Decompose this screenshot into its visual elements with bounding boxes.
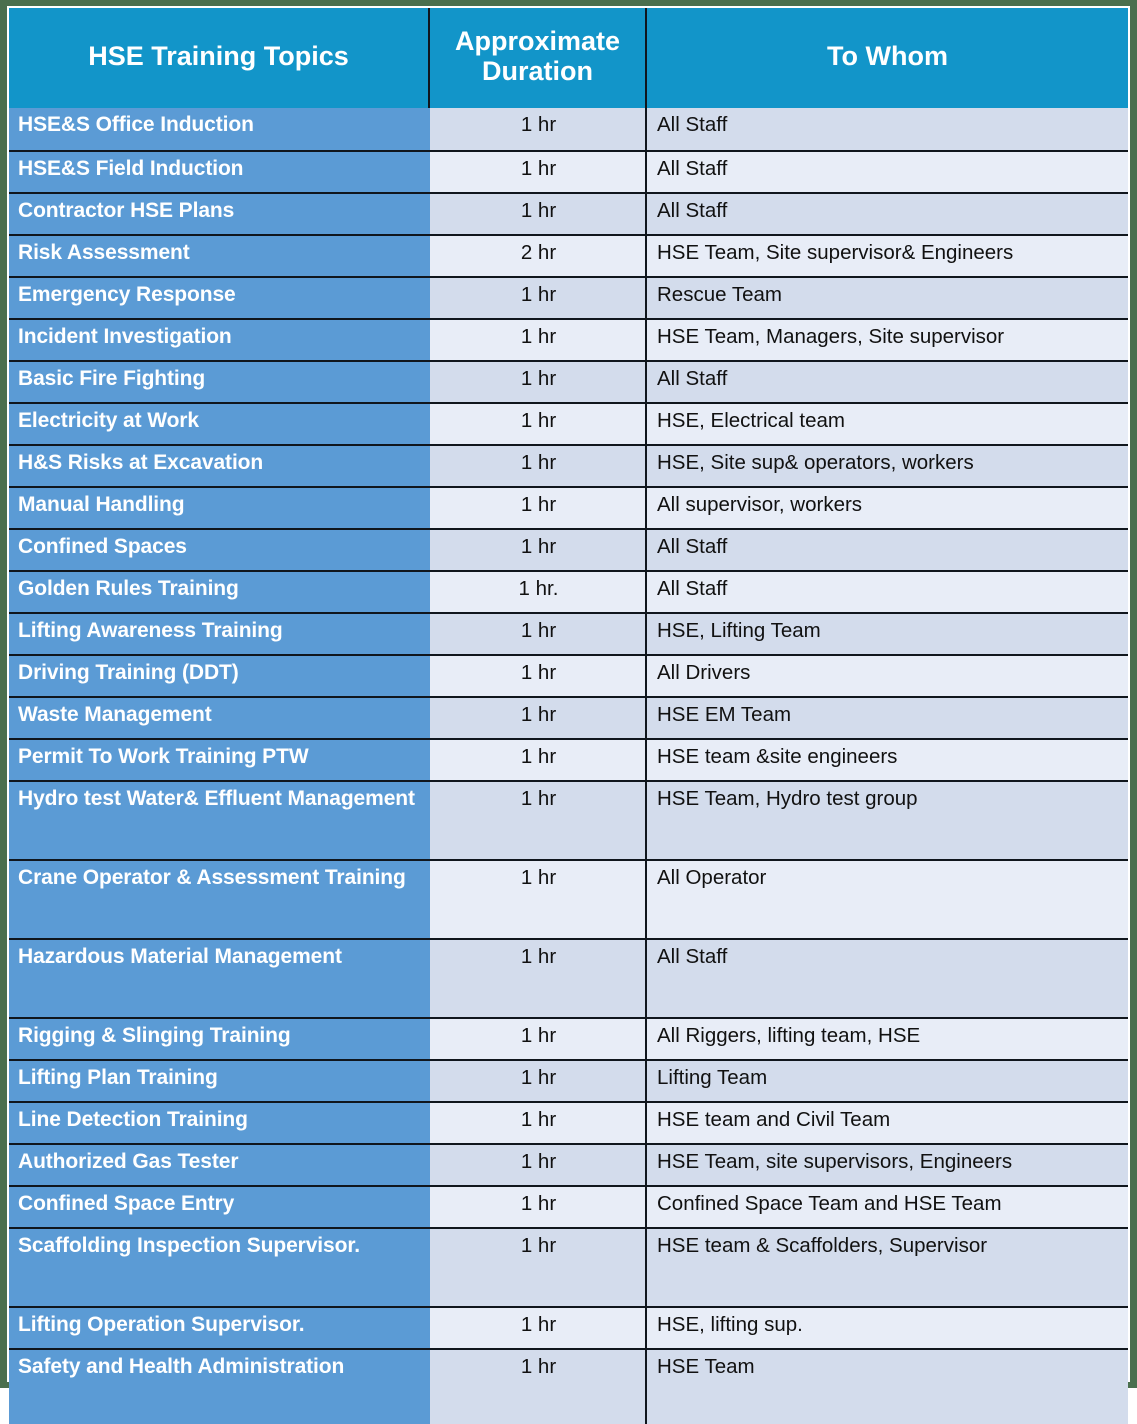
cell-duration: 1 hr <box>430 444 647 486</box>
cell-duration: 1 hr <box>430 738 647 780</box>
cell-duration: 1 hr <box>430 1348 647 1424</box>
cell-topic: Line Detection Training <box>9 1101 430 1143</box>
cell-to-whom: All Staff <box>647 938 1128 1017</box>
table-body <box>9 108 1128 1424</box>
cell-topic: Lifting Awareness Training <box>9 612 430 654</box>
cell-duration: 2 hr <box>430 234 647 276</box>
column-header-whom: To Whom <box>647 8 1128 108</box>
header-row <box>9 8 1128 108</box>
table-row <box>9 612 1128 654</box>
cell-to-whom: All Staff <box>647 192 1128 234</box>
cell-to-whom: HSE, lifting sup. <box>647 1306 1128 1348</box>
cell-duration: 1 hr <box>430 1059 647 1101</box>
cell-duration: 1 hr <box>430 696 647 738</box>
cell-topic: Incident Investigation <box>9 318 430 360</box>
cell-topic: Contractor HSE Plans <box>9 192 430 234</box>
cell-to-whom: HSE team and Civil Team <box>647 1101 1128 1143</box>
cell-to-whom: HSE, Site sup& operators, workers <box>647 444 1128 486</box>
cell-topic: HSE&S Field Induction <box>9 150 430 192</box>
cell-topic: Manual Handling <box>9 486 430 528</box>
cell-duration: 1 hr <box>430 150 647 192</box>
cell-to-whom: HSE Team <box>647 1348 1128 1424</box>
cell-topic: HSE&S Office Induction <box>9 108 430 150</box>
table-row <box>9 150 1128 192</box>
cell-topic: Emergency Response <box>9 276 430 318</box>
cell-duration: 1 hr <box>430 402 647 444</box>
cell-duration: 1 hr <box>430 1227 647 1306</box>
cell-duration: 1 hr <box>430 654 647 696</box>
table-row <box>9 938 1128 1017</box>
cell-duration: 1 hr <box>430 859 647 938</box>
table-row <box>9 780 1128 859</box>
table-row <box>9 570 1128 612</box>
cell-duration: 1 hr <box>430 108 647 150</box>
cell-topic: Safety and Health Administration <box>9 1348 430 1424</box>
cell-duration: 1 hr <box>430 360 647 402</box>
cell-topic: Golden Rules Training <box>9 570 430 612</box>
cell-duration: 1 hr <box>430 1017 647 1059</box>
cell-topic: Lifting Plan Training <box>9 1059 430 1101</box>
cell-topic: Hazardous Material Management <box>9 938 430 1017</box>
cell-duration: 1 hr <box>430 612 647 654</box>
cell-to-whom: Lifting Team <box>647 1059 1128 1101</box>
cell-topic: Electricity at Work <box>9 402 430 444</box>
table-row <box>9 696 1128 738</box>
cell-duration: 1 hr <box>430 780 647 859</box>
cell-topic: Rigging & Slinging Training <box>9 1017 430 1059</box>
column-header-duration: Approximate Duration <box>430 8 647 108</box>
cell-to-whom: HSE team &site engineers <box>647 738 1128 780</box>
cell-to-whom: HSE EM Team <box>647 696 1128 738</box>
cell-to-whom: All Staff <box>647 150 1128 192</box>
table-row <box>9 192 1128 234</box>
cell-duration: 1 hr <box>430 1185 647 1227</box>
table-row <box>9 276 1128 318</box>
cell-to-whom: All Staff <box>647 528 1128 570</box>
table-row <box>9 444 1128 486</box>
cell-to-whom: Confined Space Team and HSE Team <box>647 1185 1128 1227</box>
cell-to-whom: Rescue Team <box>647 276 1128 318</box>
cell-to-whom: HSE team & Scaffolders, Supervisor <box>647 1227 1128 1306</box>
cell-to-whom: All Operator <box>647 859 1128 938</box>
cell-to-whom: HSE Team, Hydro test group <box>647 780 1128 859</box>
cell-duration: 1 hr <box>430 192 647 234</box>
cell-to-whom: All Riggers, lifting team, HSE <box>647 1017 1128 1059</box>
cell-duration: 1 hr <box>430 276 647 318</box>
cell-to-whom: All supervisor, workers <box>647 486 1128 528</box>
cell-topic: Basic Fire Fighting <box>9 360 430 402</box>
table-row <box>9 1227 1128 1306</box>
cell-duration: 1 hr <box>430 1143 647 1185</box>
table-row <box>9 108 1128 150</box>
table-row <box>9 738 1128 780</box>
cell-topic: Crane Operator & Assessment Training <box>9 859 430 938</box>
cell-topic: Waste Management <box>9 696 430 738</box>
cell-to-whom: HSE Team, Site supervisor& Engineers <box>647 234 1128 276</box>
cell-duration: 1 hr <box>430 318 647 360</box>
table-row <box>9 234 1128 276</box>
cell-duration: 1 hr <box>430 938 647 1017</box>
cell-topic: Permit To Work Training PTW <box>9 738 430 780</box>
table-row <box>9 1059 1128 1101</box>
cell-duration: 1 hr <box>430 1306 647 1348</box>
cell-to-whom: HSE Team, site supervisors, Engineers <box>647 1143 1128 1185</box>
table-row <box>9 1306 1128 1348</box>
table-container <box>7 6 1130 1382</box>
cell-to-whom: All Staff <box>647 108 1128 150</box>
table-row <box>9 1101 1128 1143</box>
table-row <box>9 318 1128 360</box>
cell-topic: Hydro test Water& Effluent Management <box>9 780 430 859</box>
table-row <box>9 1017 1128 1059</box>
cell-duration: 1 hr. <box>430 570 647 612</box>
cell-topic: Confined Spaces <box>9 528 430 570</box>
table-row <box>9 528 1128 570</box>
cell-topic: H&S Risks at Excavation <box>9 444 430 486</box>
table-header <box>9 8 1128 108</box>
column-header-topic: HSE Training Topics <box>9 8 430 108</box>
table-row <box>9 402 1128 444</box>
table-row <box>9 1348 1128 1424</box>
cell-topic: Scaffolding Inspection Supervisor. <box>9 1227 430 1306</box>
cell-duration: 1 hr <box>430 486 647 528</box>
cell-to-whom: All Staff <box>647 570 1128 612</box>
table-row <box>9 1185 1128 1227</box>
cell-topic: Authorized Gas Tester <box>9 1143 430 1185</box>
cell-topic: Confined Space Entry <box>9 1185 430 1227</box>
table-row <box>9 360 1128 402</box>
hse-training-topics-table <box>9 8 1128 1424</box>
table-row <box>9 1143 1128 1185</box>
cell-topic: Risk Assessment <box>9 234 430 276</box>
cell-topic: Driving Training (DDT) <box>9 654 430 696</box>
cell-to-whom: HSE Team, Managers, Site supervisor <box>647 318 1128 360</box>
cell-topic: Lifting Operation Supervisor. <box>9 1306 430 1348</box>
cell-to-whom: HSE, Electrical team <box>647 402 1128 444</box>
table-row <box>9 654 1128 696</box>
table-row <box>9 859 1128 938</box>
cell-to-whom: All Staff <box>647 360 1128 402</box>
cell-duration: 1 hr <box>430 528 647 570</box>
cell-to-whom: All Drivers <box>647 654 1128 696</box>
cell-duration: 1 hr <box>430 1101 647 1143</box>
cell-to-whom: HSE, Lifting Team <box>647 612 1128 654</box>
table-row <box>9 486 1128 528</box>
